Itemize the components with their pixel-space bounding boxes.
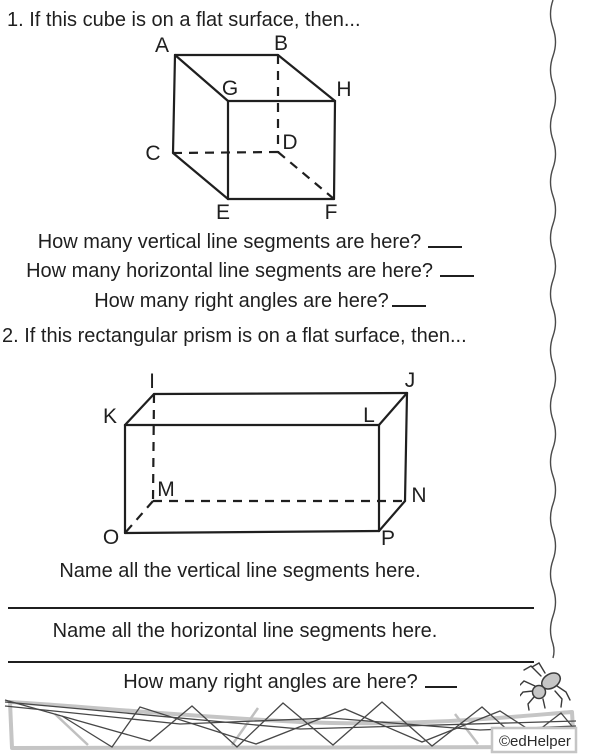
question-horizontal-segments-text: How many horizontal line segments are here? <box>26 260 433 282</box>
cube-vertex-label-a: A <box>154 34 170 57</box>
prism-vertex-label-n: N <box>411 484 427 507</box>
cube-edge-df-hidden <box>278 152 334 199</box>
prism-vertex-label-o: O <box>102 526 120 549</box>
question-vertical-segments-text: How many vertical line segments are here? <box>37 231 422 253</box>
cube-diagram <box>130 25 365 225</box>
cube-edge-ce <box>173 153 228 199</box>
prism-vertex-label-p: P <box>380 527 396 550</box>
spider-thread <box>551 0 556 658</box>
cube-vertex-label-e: E <box>215 201 231 224</box>
cube-edge-cd-hidden <box>173 152 278 153</box>
prism-diagram <box>95 365 440 555</box>
edhelper-credit: ©edHelper <box>499 733 571 750</box>
answer-blank-right-angles[interactable] <box>392 288 426 307</box>
prompt-name-horizontal-segments: Name all the horizontal line segments here. <box>52 620 438 642</box>
prism-edge-ij <box>154 393 407 394</box>
cube-edge-ag <box>175 55 228 101</box>
answer-blank-vertical-segments[interactable] <box>428 229 462 248</box>
answer-line-horizontal-segments[interactable] <box>8 661 534 663</box>
prism-vertex-label-m: M <box>157 478 175 501</box>
prompt-right-angles <box>0 669 580 694</box>
answer-blank-right-angles-2[interactable] <box>425 669 457 688</box>
prism-edge-lj <box>379 393 407 425</box>
cube-vertex-label-d: D <box>282 131 298 154</box>
cube-vertex-label-b: B <box>273 32 289 55</box>
question-vertical-segments <box>0 229 500 254</box>
cube-vertex-label-g: G <box>221 77 239 100</box>
prism-vertex-label-j: J <box>404 369 416 392</box>
cube-vertex-label-h: H <box>336 78 352 101</box>
cube-edge-ac <box>173 55 175 153</box>
spider-thread-and-spider <box>520 0 580 715</box>
question-horizontal-segments <box>0 258 500 283</box>
cube-vertex-label-c: C <box>145 142 161 165</box>
prism-vertex-label-l: L <box>363 404 375 427</box>
question-right-angles-text: How many right angles are here? <box>94 290 389 312</box>
cube-vertex-label-f: F <box>324 201 338 224</box>
cube-edge-bh <box>278 55 335 101</box>
prism-edge-ki <box>125 394 154 425</box>
answer-blank-horizontal-segments[interactable] <box>440 258 474 277</box>
problem1-title: 1. If this cube is on a flat surface, then... <box>7 9 361 31</box>
prism-vertex-label-k: K <box>102 405 118 428</box>
prism-edge-op <box>125 531 379 533</box>
answer-line-vertical-segments[interactable] <box>8 607 534 609</box>
prism-vertex-label-i: I <box>149 370 155 393</box>
prism-edge-jn <box>405 393 407 501</box>
prompt-right-angles-text: How many right angles are here? <box>123 671 418 693</box>
question-right-angles <box>0 288 520 313</box>
cube-edge-hf <box>334 101 335 199</box>
prism-edge-im-hidden <box>153 394 154 501</box>
problem2-title: 2. If this rectangular prism is on a flat surface, then... <box>2 325 467 347</box>
prism-edge-mo-hidden <box>125 501 153 533</box>
prompt-name-vertical-segments: Name all the vertical line segments here. <box>59 560 421 582</box>
